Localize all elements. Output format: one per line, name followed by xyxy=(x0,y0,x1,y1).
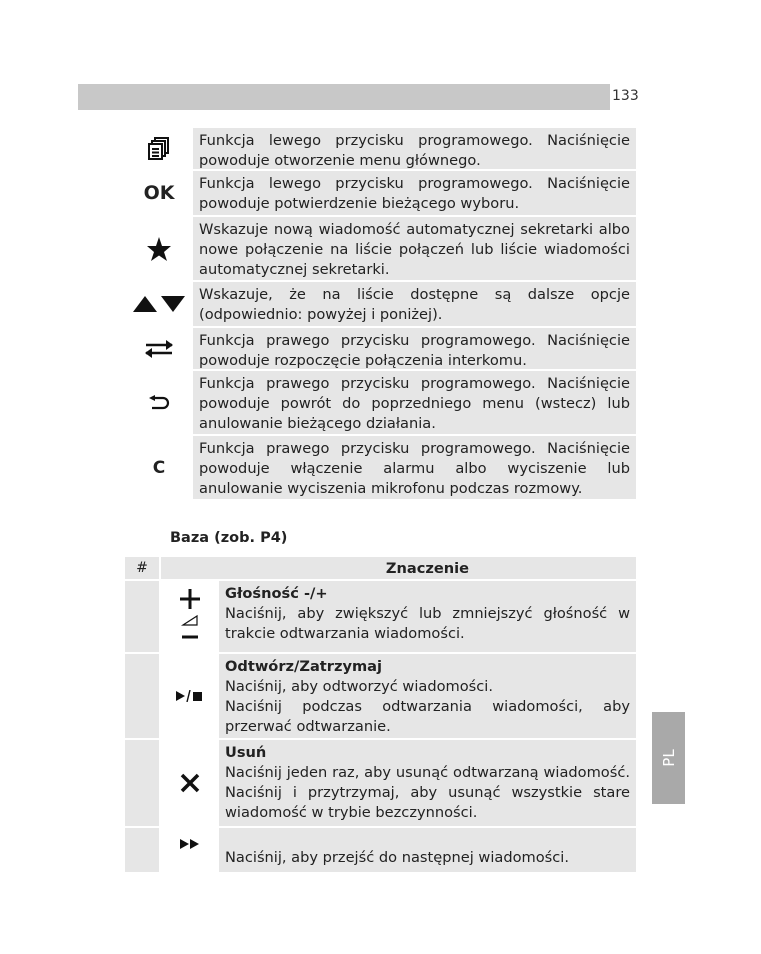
row-title: Usuń xyxy=(225,744,267,761)
play-stop-icon xyxy=(161,654,219,738)
row-description: Naciśnij jeden raz, aby usunąć odtwarzaną wiadomość. Naciśnij i przytrzymaj, aby usunąć wszystkie stare wiadomość w trybie bezczynności. xyxy=(225,764,630,821)
column-header-meaning: Znaczenie xyxy=(219,557,636,579)
c-icon: C xyxy=(125,436,193,499)
row-content xyxy=(219,740,636,826)
function-description: Funkcja prawego przycisku programowego. Naciśnięcie powoduje powrót do poprzedniego menu (wstecz) lub anulowanie bieżącego działania. xyxy=(193,371,636,434)
function-description: Wskazuje nową wiadomość automatycznej sekretarki albo nowe połączenie na liście połączeń lub liście wiadomości automatycznej sekretarki. xyxy=(193,217,636,280)
function-description: Funkcja prawego przycisku programowego. Naciśnięcie powoduje rozpoczęcie połączenia interkomu. xyxy=(193,328,636,369)
table-row xyxy=(125,828,636,874)
function-row xyxy=(125,128,636,171)
function-row xyxy=(125,371,636,436)
up-down-arrows-icon xyxy=(125,282,193,326)
function-description: Wskazuje, że na liście dostępne są dalsze opcje (odpowiednio: powyżej i poniżej). xyxy=(193,282,636,326)
header-bar xyxy=(78,84,610,110)
function-row xyxy=(125,436,636,501)
intercom-icon xyxy=(125,328,193,369)
column-header-icon xyxy=(161,557,219,579)
table-row xyxy=(125,654,636,740)
volume-icon xyxy=(161,581,219,652)
ok-icon: OK xyxy=(125,171,193,215)
function-row xyxy=(125,328,636,371)
skip-forward-icon xyxy=(161,828,219,872)
row-title: Głośność -/+ xyxy=(225,585,328,602)
row-content xyxy=(219,654,636,738)
row-description: Naciśnij, aby przejść do następnej wiadomości. xyxy=(225,849,569,866)
row-description: Naciśnij, aby odtworzyć wiadomości. xyxy=(225,678,493,695)
row-content xyxy=(219,828,636,872)
function-description: Funkcja prawego przycisku programowego. Naciśnięcie powoduje włączenie alarmu albo wyciszenie lub anulowanie wyciszenia mikrofonu podczas rozmowy. xyxy=(193,436,636,499)
star-icon xyxy=(125,217,193,280)
function-description: Funkcja lewego przycisku programowego. Naciśnięcie powoduje potwierdzenie bieżącego wyboru. xyxy=(193,171,636,215)
base-buttons-table xyxy=(125,557,636,874)
page-number: 133 xyxy=(612,88,639,104)
function-description: Funkcja lewego przycisku programowego. Naciśnięcie powoduje otworzenie menu głównego. xyxy=(193,128,636,169)
delete-icon xyxy=(161,740,219,826)
icon-functions-table xyxy=(125,128,636,501)
language-tab-label: PL xyxy=(659,749,678,767)
row-description: Naciśnij, aby zwiększyć lub zmniejszyć głośność w trakcie odtwarzania wiadomości. xyxy=(225,605,630,642)
row-description: Naciśnij podczas odtwarzania wiadomości, aby przerwać odtwarzanie. xyxy=(225,698,630,735)
table-row xyxy=(125,581,636,654)
base-heading: Baza (zob. P4) xyxy=(170,530,288,546)
menu-icon xyxy=(125,128,193,169)
back-icon xyxy=(125,371,193,434)
function-row xyxy=(125,282,636,328)
function-row xyxy=(125,171,636,217)
language-tab xyxy=(652,712,685,804)
row-content xyxy=(219,581,636,652)
column-header-number: # xyxy=(125,557,161,579)
table-row xyxy=(125,740,636,828)
row-title: Odtwórz/Zatrzymaj xyxy=(225,658,383,675)
table-header xyxy=(125,557,636,581)
function-row xyxy=(125,217,636,282)
